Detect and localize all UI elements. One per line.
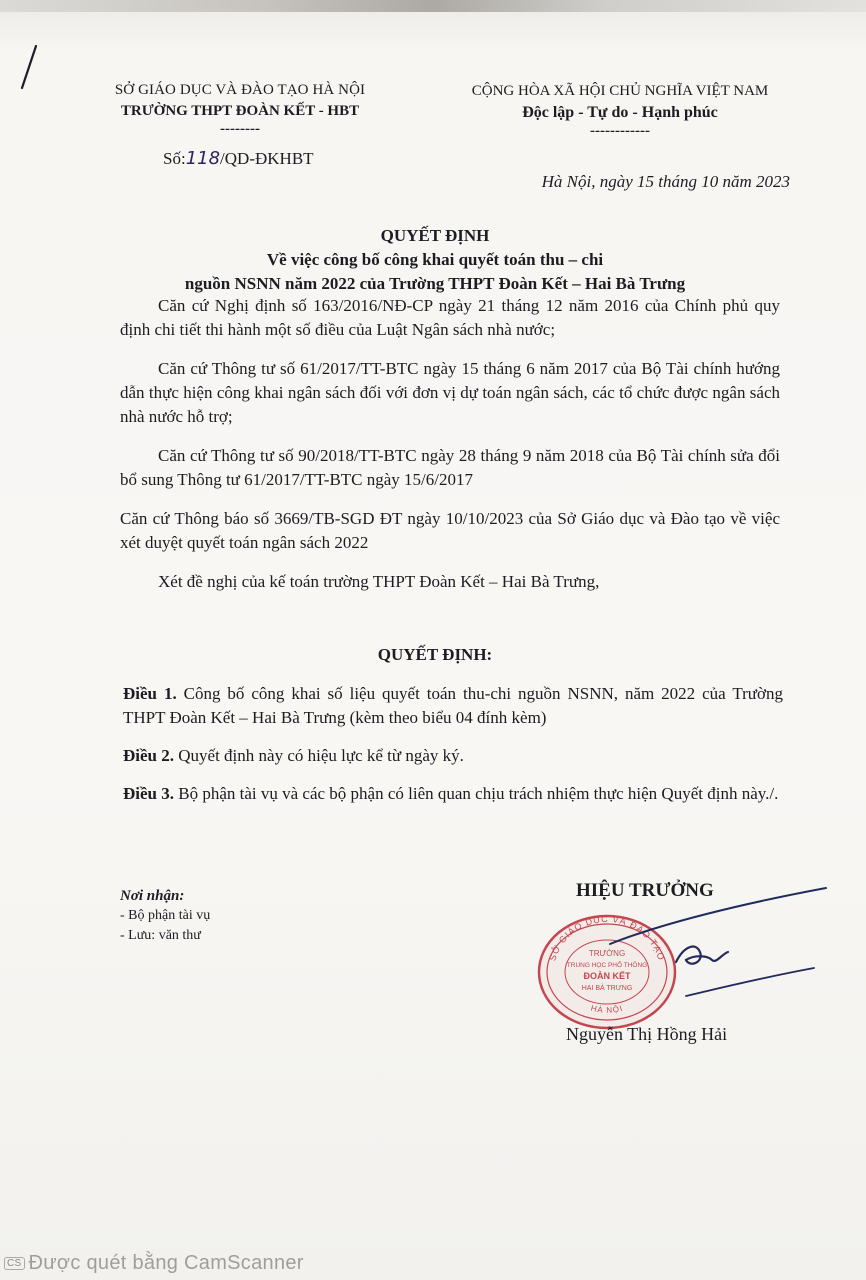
department-name: SỞ GIÁO DỤC VÀ ĐÀO TẠO HÀ NỘI — [114, 82, 366, 98]
document-number-suffix: /QD-ĐKHBT — [220, 149, 314, 168]
scanner-watermark — [4, 1252, 304, 1275]
seal-line1: TRƯỜNG — [588, 949, 626, 958]
national-motto: Độc lập - Tự do - Hạnh phúc — [522, 104, 718, 121]
school-name: TRƯỜNG THPT ĐOÀN KẾT - HBT — [120, 103, 360, 119]
scan-edge-shadow — [0, 0, 866, 12]
article-label: Điều 1. — [123, 684, 177, 703]
header-left-separator: -------- — [220, 121, 260, 137]
article-text: Quyết định này có hiệu lực kể từ ngày ký. — [174, 746, 464, 765]
decision-heading: QUYẾT ĐỊNH: — [377, 645, 493, 664]
title-subject-line2: nguồn NSNN năm 2022 của Trường THPT Đoàn Kết – Hai Bà Trưng — [184, 274, 686, 293]
document-number — [163, 148, 314, 169]
seal-outer-text: SỞ GIÁO DỤC VÀ ĐÀO TẠO — [547, 913, 667, 963]
article-3 — [123, 782, 783, 806]
article-label: Điều 3. — [123, 784, 174, 803]
article-2 — [123, 744, 783, 768]
article-label: Điều 2. — [123, 746, 174, 765]
document-number-prefix: Số: — [163, 149, 186, 168]
handwritten-signature — [600, 884, 830, 1014]
seal-line4: HAI BÀ TRƯNG — [581, 985, 633, 992]
article-text: Bộ phận tài vụ và các bộ phận có liên quan chịu trách nhiệm thực hiện Quyết định này./. — [174, 784, 779, 803]
document-title — [80, 224, 790, 296]
legal-basis-paragraph: Xét đề nghị của kế toán trường THPT Đoàn Kết – Hai Bà Trưng, — [158, 572, 600, 591]
legal-basis — [120, 294, 780, 609]
legal-basis-paragraph: Căn cứ Thông tư số 90/2018/TT-BTC ngày 28 tháng 9 năm 2018 của Bộ Tài chính sửa đổi bổ sung Thông tư 61/2017/TT-BTC ngày 15/6/2017 — [120, 446, 780, 489]
articles-list — [123, 682, 783, 820]
handwritten-slash-mark — [14, 44, 44, 90]
seal-line3: ĐOÀN KẾT — [583, 971, 631, 981]
legal-basis-paragraph: Căn cứ Thông tư số 61/2017/TT-BTC ngày 15 tháng 6 năm 2017 của Bộ Tài chính hướng dẫn thực hiện công khai ngân sách đối với đơn vị dự toán ngân sách, các tổ chức được ngân sách nhà nước hỗ trợ; — [120, 359, 780, 426]
title-heading: QUYẾT ĐỊNH — [380, 226, 490, 245]
national-motto-header — [440, 80, 800, 138]
recipient-item: - Bộ phận tài vụ — [120, 908, 211, 923]
camscanner-logo-icon: CS — [4, 1257, 25, 1270]
article-1 — [123, 682, 783, 730]
legal-basis-paragraph: Căn cứ Thông báo số 3669/TB-SGD ĐT ngày 10/10/2023 của Sở Giáo dục và Đào tạo về việc xét duyệt quyết toán ngân sách 2022 — [120, 509, 780, 552]
article-text: Công bố công khai số liệu quyết toán thu-chi nguồn NSNN, năm 2022 của Trường THPT Đoàn Kết – Hai Bà Trưng (kèm theo biểu 04 đính kèm) — [123, 684, 783, 727]
issue-date: Hà Nội, ngày 15 tháng 10 năm 2023 — [541, 172, 790, 191]
seal-line2: TRUNG HỌC PHỔ THÔNG — [566, 962, 648, 969]
recipients-title: Nơi nhận: — [120, 888, 185, 904]
recipients-block — [120, 886, 210, 946]
signatory-title: HIỆU TRƯỞNG — [576, 880, 714, 901]
country-name: CỘNG HÒA XÃ HỘI CHỦ NGHĨA VIỆT NAM — [471, 83, 769, 99]
legal-basis-paragraph: Căn cứ Nghị định số 163/2016/NĐ-CP ngày 21 tháng 12 năm 2016 của Chính phủ quy định chi tiết thi hành một số điều của Luật Ngân sách nhà nước; — [120, 296, 780, 339]
issuing-authority-header — [95, 80, 385, 136]
seal-bottom-text: HÀ NỘI — [589, 1003, 625, 1015]
document-number-handwritten: 118 — [185, 148, 221, 169]
signatory-name: Nguyễn Thị Hồng Hải — [566, 1024, 728, 1044]
header-right-separator: ------------ — [590, 123, 650, 139]
title-subject-line1: Về việc công bố công khai quyết toán thu – chi — [266, 250, 604, 269]
watermark-text: Được quét bằng CamScanner — [28, 1252, 304, 1274]
recipient-item: - Lưu: văn thư — [120, 928, 201, 943]
